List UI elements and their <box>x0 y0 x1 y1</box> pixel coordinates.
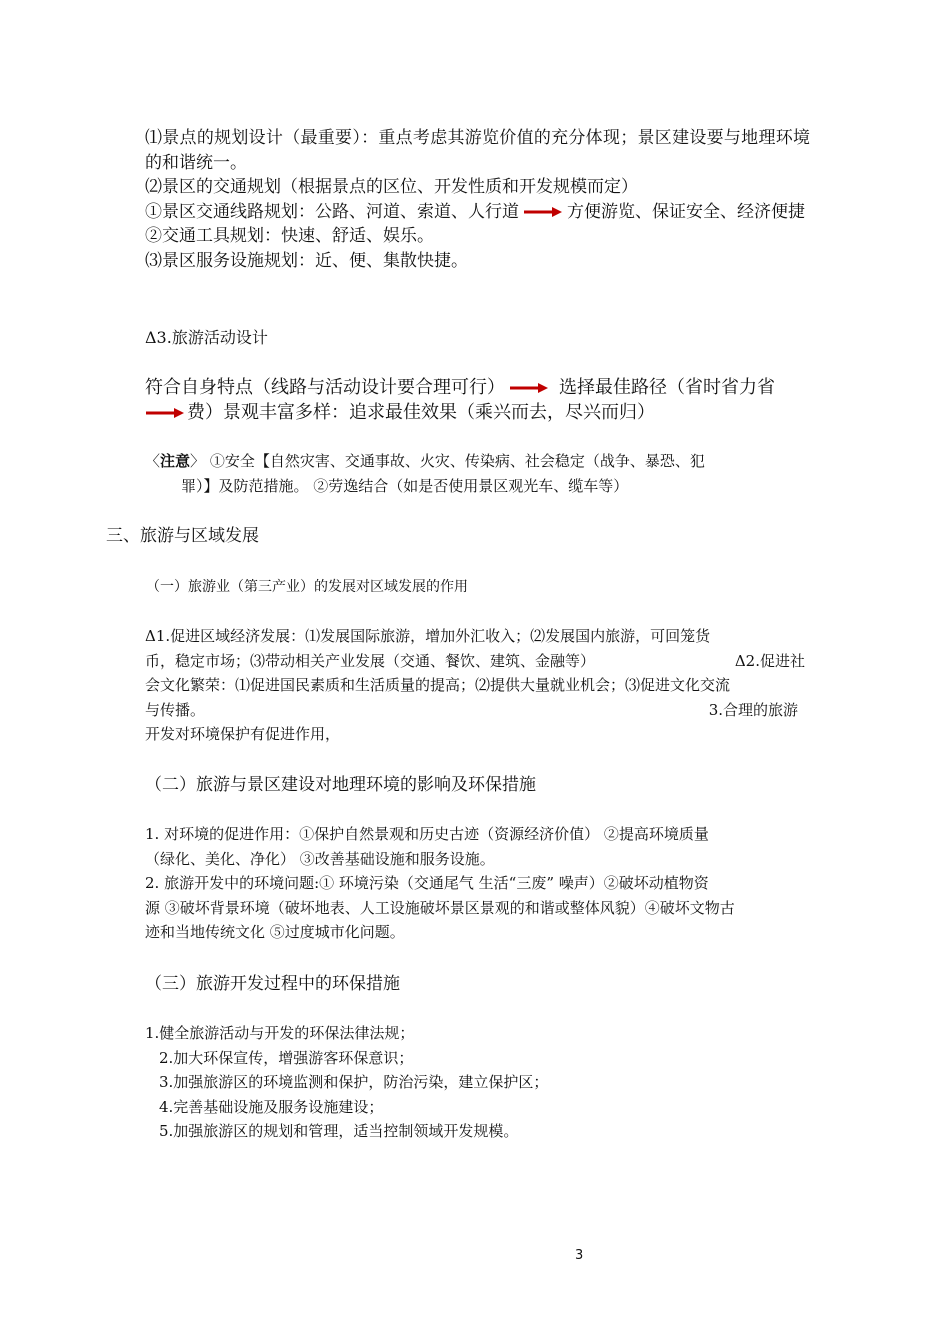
measure-item: 3.加强旅游区的环境监测和保护，防治污染，建立保护区； <box>159 1073 549 1091</box>
arrow-right-icon <box>509 382 549 394</box>
measure-item: 1.健全旅游活动与开发的环保法律法规； <box>145 1024 415 1042</box>
subsection-1-title: （一）旅游业（第三产业）的发展对区域发展的作用 <box>146 579 468 595</box>
sub2-line-3: 2. 旅游开发中的环境问题:① 环境污染（交通尾气 生活“三废” 噪声）②破坏动植物资 <box>145 874 709 892</box>
activity-line-1: 符合自身特点（线路与活动设计要合理可行） 选择最佳路径（省时省力省 <box>145 377 775 398</box>
sub1-line-3: 会文化繁荣：⑴促进国民素质和生活质量的提高；⑵提供大量就业机会；⑶促进文化交流 <box>145 676 731 694</box>
sub2-line-4: 源 ③破坏背景环境（破坏地表、人工设施破坏景区景观的和谐或整体风貌）④破坏文物古 <box>145 898 735 917</box>
note-line-1: 〈注意〉 ①安全【自然灾害、交通事故、火灾、传染病、社会稳定（战争、暴恐、犯 <box>145 452 705 470</box>
subsection-1-body <box>145 624 810 747</box>
design-line-4: ②交通工具规划：快速、舒适、娱乐。 <box>145 226 434 246</box>
design-section <box>145 126 810 273</box>
sub1-line-2: 币，稳定市场；⑶带动相关产业发展（交通、餐饮、建筑、金融等） Δ2.促进社 <box>145 651 805 670</box>
section-3-title: 三、旅游与区域发展 <box>106 526 259 546</box>
arrow-right-icon <box>523 206 563 218</box>
measure-item: 4.完善基础设施及服务设施建设； <box>159 1097 384 1116</box>
design-line-3: ①景区交通线路规划：公路、河道、索道、人行道 方便游览、保证安全、经济便捷 <box>145 201 805 222</box>
measure-item: 5.加强旅游区的规划和管理，适当控制领域开发规模。 <box>159 1122 519 1140</box>
note-label: 注意 <box>160 452 191 470</box>
sub1-line-5: 开发对环境保护有促进作用， <box>145 725 341 743</box>
subsection-2-title: （二）旅游与景区建设对地理环境的影响及环保措施 <box>145 775 536 795</box>
measure-item: 2.加大环保宣传，增强游客环保意识； <box>159 1048 414 1067</box>
sub2-line-1: 1. 对环境的促进作用：①保护自然景观和历史古迹（资源经济价值） ②提高环境质量 <box>145 825 709 843</box>
arrow-right-icon <box>145 407 185 419</box>
activity-heading: Δ3.旅游活动设计 <box>145 328 268 347</box>
sub2-line-2: （绿化、美化、净化） ③改善基础设施和服务设施。 <box>145 849 495 868</box>
design-line-2: ⑵景区的交通规划（根据景点的区位、开发性质和开发规模而定） <box>145 177 638 197</box>
activity-line-2: 费）景观丰富多样：追求最佳效果（乘兴而去，尽兴而归） <box>145 400 810 425</box>
design-line-1: ⑴景点的规划设计（最重要）：重点考虑其游览价值的充分体现；景区建设要与地理环境的和谐统一。 <box>145 128 810 173</box>
sub1-line-4: 与传播。 3.合理的旅游 <box>145 700 798 719</box>
design-line-5: ⑶景区服务设施规划：近、便、集散快捷。 <box>145 250 468 271</box>
subsection-3-title: （三）旅游开发过程中的环保措施 <box>145 974 400 994</box>
sub2-line-5: 迹和当地传统文化 ⑤过度城市化问题。 <box>145 923 405 941</box>
subsection-2-body <box>145 822 810 945</box>
note-line-2: 罪）】及防范措施。 ②劳逸结合（如是否使用景区观光车、缆车等） <box>181 476 629 495</box>
note-block <box>145 449 810 498</box>
page-number: 3 <box>575 1248 584 1263</box>
measures-list <box>145 1021 810 1144</box>
activity-paragraph <box>145 375 810 425</box>
sub1-line-1: Δ1.促进区域经济发展：⑴发展国际旅游，增加外汇收入；⑵发展国内旅游，可回笼货 <box>145 627 711 645</box>
